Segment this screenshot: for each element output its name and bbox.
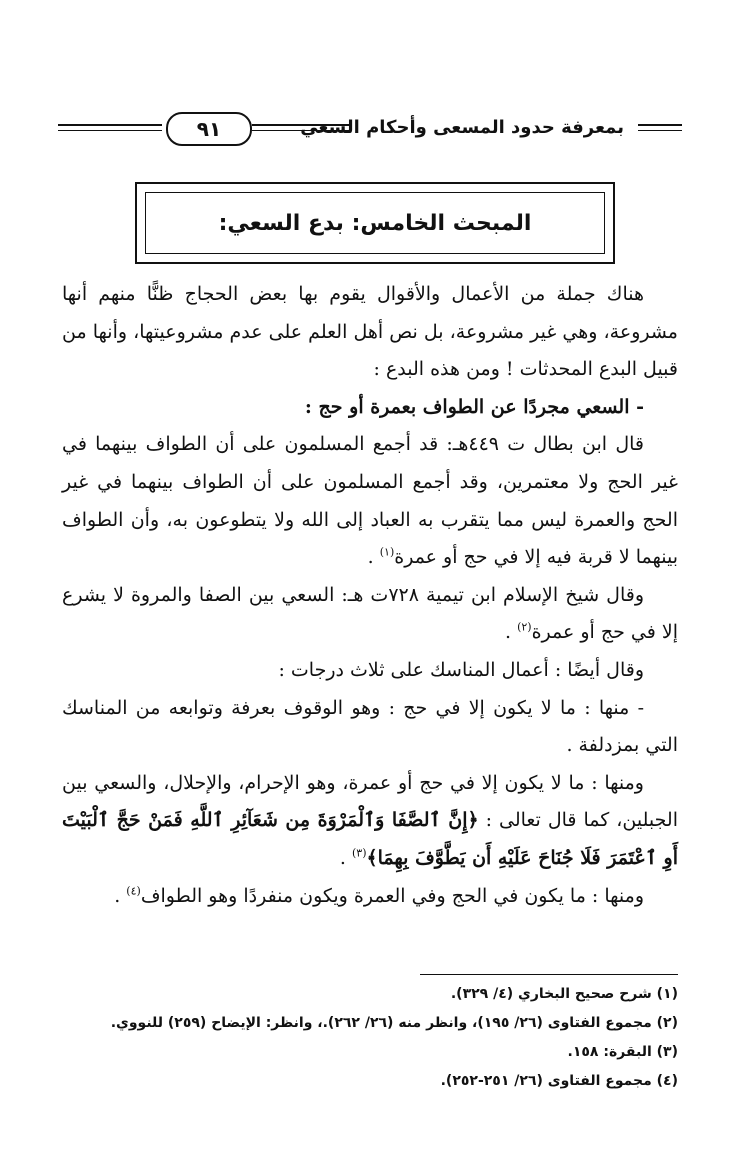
header-rule-right-thin bbox=[638, 130, 682, 131]
running-title: بمعرفة حدود المسعى وأحكام السعي bbox=[300, 117, 624, 138]
paragraph-intro: هناك جملة من الأعمال والأقوال يقوم بها بعض الحجاج ظنًّا منهم أنها مشروعة، وهي غير مشروعة، بل نص أهل العلم على عدم مشروعيتها، وأنها من قبيل البدع المحدثات ! ومن هذه البدع : bbox=[62, 283, 678, 381]
footnote-ref-1: (١) bbox=[379, 545, 395, 559]
body-text bbox=[62, 276, 678, 915]
page-header bbox=[58, 108, 682, 152]
page-number: ٩١ bbox=[166, 112, 252, 146]
paragraph-heading-sai: - السعي مجردًا عن الطواف بعمرة أو حج : bbox=[304, 395, 644, 418]
paragraph-hajj-only: - منها : ما لا يكون إلا في حج : وهو الوقوف بعرفة وتوابعه من المناسك التي بمزدلفة . bbox=[62, 696, 678, 757]
paragraph-hajj-or-umrah: ومنها : ما لا يكون إلا في حج أو عمرة، وهو الإحرام، والإحلال، والسعي بين الجبلين، كما قال تعالى : ﴿إِنَّ ٱلصَّفَا وَٱلْمَرْوَةَ مِن شَعَآئِرِ ٱللَّهِ فَمَنْ حَجَّ ٱلْبَيْتَ أَوِ ٱعْتَمَرَ فَلَا جُنَاحَ عَلَيْهِ أَن يَطَّوَّفَ بِهِمَا﴾$^{(٣)}$ . bbox=[62, 771, 678, 869]
section-title: المبحث الخامس: بدع السعي: bbox=[218, 210, 532, 236]
header-rule-right bbox=[638, 124, 682, 126]
footnote-separator bbox=[420, 974, 678, 975]
footnote-ref-3: (٣) bbox=[351, 846, 367, 860]
footnote-1: (١) شرح صحيح البخاري (٤/ ٣٢٩). bbox=[450, 986, 678, 1002]
header-rule-left bbox=[58, 124, 162, 126]
section-title-inner-frame bbox=[145, 192, 605, 254]
footnote-4: (٤) مجموع الفتاوى (٢٦/ ٢٥١-٢٥٢). bbox=[440, 1073, 678, 1089]
hajj-or-umrah-text: ومنها : ما لا يكون إلا في حج أو عمرة، وهو الإحرام، والإحلال، والسعي بين الجبلين، كما قال تعالى : bbox=[62, 771, 678, 832]
section-title-frame bbox=[135, 182, 615, 264]
paragraph-three-levels: وقال أيضًا : أعمال المناسك على ثلاث درجات : bbox=[278, 658, 644, 681]
paragraph-ibn-taymiyya: وقال شيخ الإسلام ابن تيمية ٧٢٨ت هـ: السعي بين الصفا والمروة لا يشرع إلا في حج أو عمرة$^{(٢)}$ . bbox=[62, 583, 678, 644]
quran-verse: ﴿إِنَّ ٱلصَّفَا وَٱلْمَرْوَةَ مِن شَعَآئِرِ ٱللَّهِ فَمَنْ حَجَّ ٱلْبَيْتَ أَوِ ٱعْتَمَرَ فَلَا جُنَاحَ عَلَيْهِ أَن يَطَّوَّفَ بِهِمَا﴾ bbox=[62, 809, 678, 869]
footnotes bbox=[62, 980, 678, 1096]
footnote-3: (٣) البقرة: ١٥٨. bbox=[567, 1044, 678, 1060]
ibn-taymiyya-text: وقال شيخ الإسلام ابن تيمية ٧٢٨ت هـ: السعي بين الصفا والمروة لا يشرع إلا في حج أو عمرة bbox=[62, 583, 678, 644]
ibn-battal-text: قال ابن بطال ت ٤٤٩هـ: قد أجمع المسلمون على أن الطواف بينهما في غير الحج ولا معتمرين، وقد أجمع المسلمون على أن الطواف بينهما في غير الحج والعمرة ليس مما يتقرب به العباد إلى الله ولا يتطوعون به، وأن الطواف بينهما لا قربة فيه إلا في حج أو عمرة bbox=[62, 433, 678, 569]
footnote-2: (٢) مجموع الفتاوى (٢٦/ ١٩٥)، وانظر منه (٢٦/ ٢٦٢).، وانظر: الإيضاح (٢٥٩) للنووي. bbox=[110, 1015, 678, 1031]
paragraph-tawaf: ومنها : ما يكون في الحج وفي العمرة ويكون منفردًا وهو الطواف$^{(٤)}$ . bbox=[114, 884, 644, 907]
header-rule-left-thin bbox=[58, 130, 162, 131]
footnote-ref-2: (٢) bbox=[517, 621, 532, 635]
paragraph-ibn-battal: قال ابن بطال ت ٤٤٩هـ: قد أجمع المسلمون على أن الطواف بينهما في غير الحج ولا معتمرين، وقد أجمع المسلمون على أن الطواف بينهما في غير الحج والعمرة ليس مما يتقرب به العباد إلى الله ولا يتطوعون به، وأن الطواف بينهما لا قربة فيه إلا في حج أو عمرة$^{(١)}$ . bbox=[62, 433, 678, 569]
footnote-ref-4: (٤) bbox=[126, 884, 141, 898]
tawaf-text: ومنها : ما يكون في الحج وفي العمرة ويكون منفردًا وهو الطواف bbox=[140, 884, 644, 907]
